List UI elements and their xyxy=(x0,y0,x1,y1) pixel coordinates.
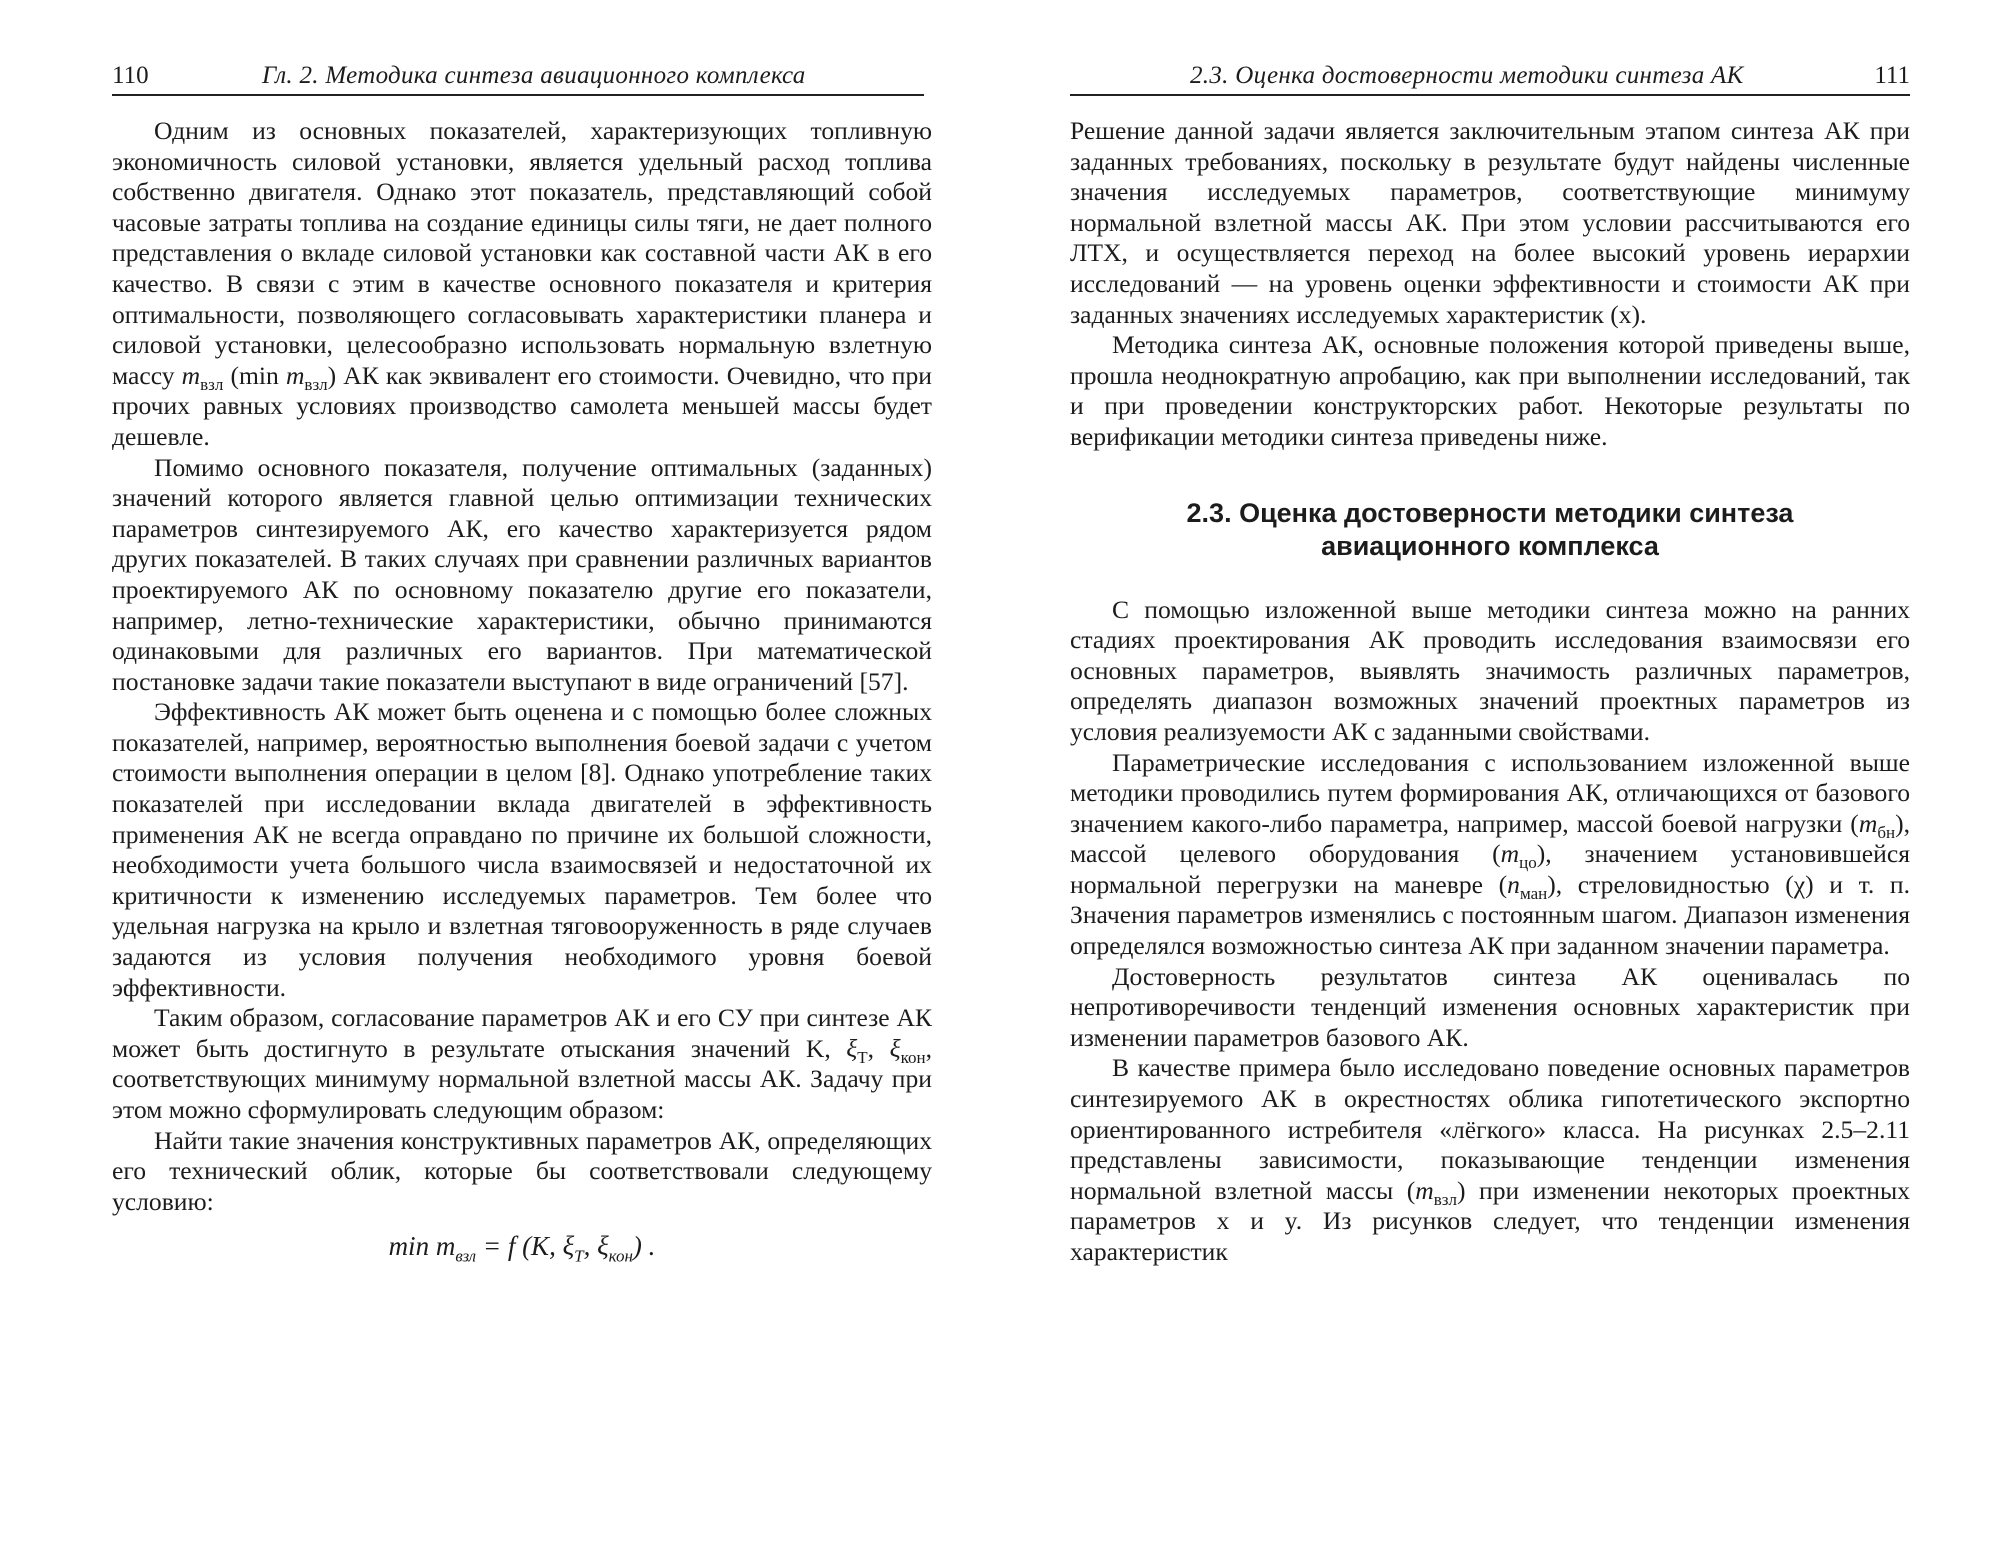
left-page xyxy=(112,0,932,1544)
left-page-number: 110 xyxy=(112,62,149,89)
right-paragraph-6: В качестве примера было исследовано поведение основных параметров синтезируемого АК в окрестностях облика гипотетического экспортно ориентированного истребителя «лёгкого» класса. На рисунках 2.5–2.11 представлены зависимости, показывающие тенденции изменения нормальной взлетной массы $(m_{взл})$ при изменении некоторых проектных параметров x и y. Из рисунков следует, что тенденции изменения характеристик xyxy=(1070,1053,1910,1266)
right-paragraph-4: Параметрические исследования с использованием изложенной выше методики проводились путем формирования АК, отличающихся от базового значением какого-либо параметра, например, массой боевой нагрузки $(m_{бн})$, массой целевого оборудования $(m_{цо})$, значением установившейся нормальной перегрузки на маневре $(n_{ман})$, стреловидностью (χ) и т. п. Значения параметров изменялись с постоянным шагом. Диапазон изменения определялся возможностью синтеза АК при заданном значении параметра. xyxy=(1070,747,1911,961)
optimization-formula: $\min m_{взл} = f$ (K, $\xi_Т$, $\xi_{кон}$) . xyxy=(388,1231,656,1266)
left-paragraph-3: Эффективность АК может быть оценена и с помощью более сложных показателей, например, вероятностью выполнения боевой задачи с учетом стоимости выполнения операции в целом [8]. Однако употребление таких показателей при исследовании вклада двигателей в эффективность применения АК не всегда оправдано по причине их большой сложности, необходимости учета большого числа взаимосвязей и недостаточной их критичности к изменению исследуемых параметров. Тем более что удельная нагрузка на крыло и взлетная тяговооруженность в ряде случаев задаются из условия получения необходимого уровня боевой эффективности. xyxy=(112,697,932,1002)
right-page-number: 111 xyxy=(1874,62,1910,89)
right-paragraph-2: Методика синтеза АК, основные положения которой приведены выше, прошла неоднократную апробацию, как при выполнении исследований, так и при проведении конструкторских работ. Некоторые результаты по верификации методики синтеза приведены ниже. xyxy=(1070,330,1910,451)
left-paragraph-5: Найти такие значения конструктивных параметров АК, определяющих его технический облик, которые бы соответствовали следующему условию: xyxy=(112,1125,932,1216)
left-page-body xyxy=(112,116,933,1266)
left-paragraph-1: Одним из основных показателей, характеризующих топливную экономичность силовой установки, является удельный расход топлива собственно двигателя. Однако этот показатель, представляющий собой часовые затраты топлива на создание единицы силы тяги, не дает полного представления о вкладе силовой установки как составной части АК в его качество. В связи с этим в качестве основного показателя и критерия оптимальности, позволяющего согласовывать характеристики планера и силовой установки, целесообразно использовать нормальную взлетную массу $m_{взл}$ (min $m_{взл}$) АК как эквивалент его стоимости. Очевидно, что при прочих равных условиях производство самолета меньшей массы будет дешевле. xyxy=(112,116,933,451)
left-page-header xyxy=(112,58,924,96)
right-paragraph-1: Решение данной задачи является заключительным этапом синтеза АК при заданных требованиях, поскольку в результате будут найдены численные значения исследуемых параметров, соответствующие минимуму нормальной взлетной массы АК. При этом условии рассчитываются его ЛТХ, и осуществляется переход на более высокий уровень иерархии исследований — на уровень оценки эффективности и стоимости АК при заданных значениях исследуемых характеристик (x). xyxy=(1070,116,1910,329)
right-paragraph-5: Достоверность результатов синтеза АК оценивалась по непротиворечивости тенденций изменения основных характеристик при изменении параметров базового АК. xyxy=(1070,961,1910,1052)
right-page xyxy=(1070,0,1910,1544)
section-title: 2.3. Оценка достоверности методики синтеза авиационного комплекса xyxy=(1186,497,1794,561)
left-paragraph-2: Помимо основного показателя, получение оптимальных (заданных) значений которого является главной целью оптимизации технических параметров синтезируемого АК, его качество характеризуется рядом других показателей. В таких случаях при сравнении различных вариантов проектируемого АК по основному показателю другие его показатели, например, летно-технические характеристики, обычно принимаются одинаковыми для различных его вариантов. При математической постановке задачи такие показатели выступают в виде ограничений [57]. xyxy=(112,452,932,696)
left-paragraph-4: Таким образом, согласование параметров АК и его СУ при синтезе АК может быть достигнуто в результате отыскания значений K, $\xi_Т$, $\xi_{кон}$, соответствующих минимуму нормальной взлетной массы АК. Задачу при этом можно сформулировать следующим образом: xyxy=(112,1003,932,1124)
left-running-head: Гл. 2. Методика синтеза авиационного комплекса xyxy=(262,62,806,89)
right-page-header xyxy=(1070,58,1910,96)
right-page-body xyxy=(1070,116,1910,1268)
right-running-head: 2.3. Оценка достоверности методики синтеза АК xyxy=(1190,62,1744,89)
right-paragraph-3: С помощью изложенной выше методики синтеза можно на ранних стадиях проектирования АК проводить исследования взаимосвязи его основных параметров, выявлять значимость различных параметров, определять диапазон возможных значений проектных параметров из условия реализуемости АК с заданными свойствами. xyxy=(1070,594,1910,746)
